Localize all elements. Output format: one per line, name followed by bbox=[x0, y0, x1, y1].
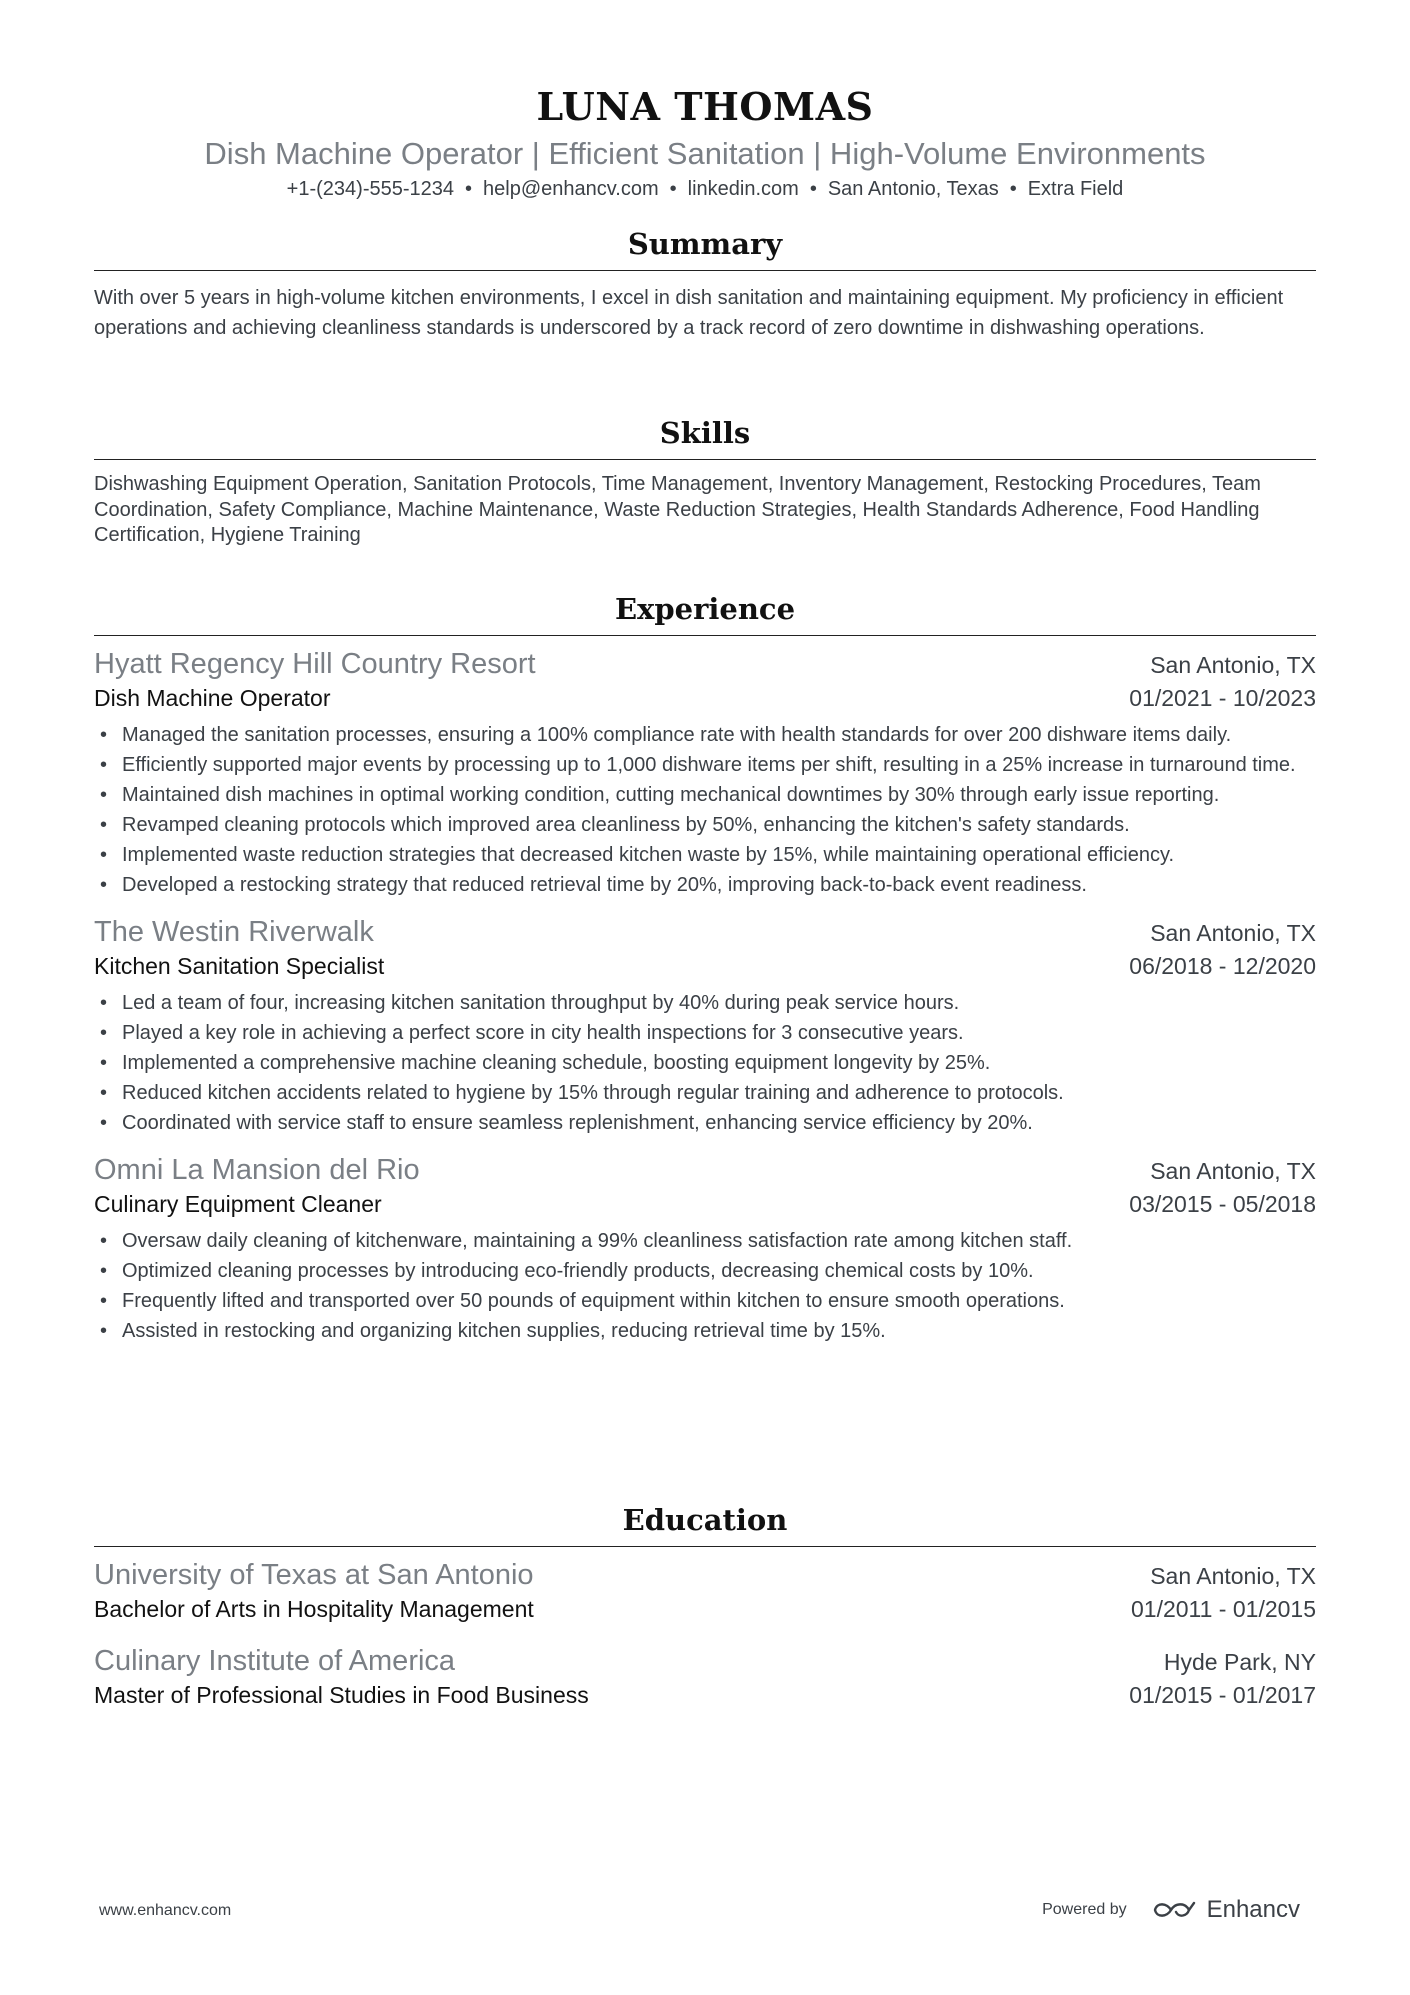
job-title: Kitchen Sanitation Specialist bbox=[94, 953, 385, 979]
section-divider bbox=[94, 635, 1316, 636]
separator-dot: • bbox=[809, 178, 817, 200]
school-dates: 01/2011 - 01/2015 bbox=[1130, 1596, 1316, 1622]
section-title: Summary bbox=[627, 227, 783, 261]
job-title: Culinary Equipment Cleaner bbox=[94, 1191, 382, 1217]
list-item: • Managed the sanitation processes, ensuring a 100% compliance rate with health standards for over 200 dishware items daily. bbox=[94, 720, 1316, 750]
education-entry bbox=[94, 1557, 1316, 1625]
list-item: • Assisted in restocking and organizing kitchen supplies, reducing retrieval time by 15%. bbox=[94, 1316, 1316, 1346]
job-location: San Antonio, TX bbox=[1150, 1158, 1316, 1184]
company-name: Omni La Mansion del Rio bbox=[94, 1154, 420, 1186]
list-item: • Efficiently supported major events by processing up to 1,000 dishware items per shift, resulting in a 25% increase in turnaround time. bbox=[94, 750, 1316, 780]
list-item: • Maintained dish machines in optimal working condition, cutting mechanical downtimes by 30% through early issue reporting. bbox=[94, 780, 1316, 810]
section-divider bbox=[94, 459, 1316, 460]
resume-header bbox=[94, 86, 1316, 202]
list-item: • Frequently lifted and transported over 50 pounds of equipment within kitchen to ensure smooth operations. bbox=[94, 1286, 1316, 1316]
location-text: San Antonio, Texas bbox=[827, 178, 999, 200]
extra-field-text: Extra Field bbox=[1027, 178, 1124, 200]
resume-page bbox=[94, 0, 1316, 1708]
separator-dot: • bbox=[669, 178, 677, 200]
experience-entry bbox=[94, 914, 1316, 1138]
school-dates: 01/2015 - 01/2017 bbox=[1129, 1682, 1316, 1708]
list-item: • Reduced kitchen accidents related to hygiene by 15% through regular training and adherence to protocols. bbox=[94, 1078, 1316, 1108]
job-title: Dish Machine Operator bbox=[94, 685, 331, 711]
skills-section bbox=[94, 415, 1316, 549]
school-location: San Antonio, TX bbox=[1150, 1563, 1316, 1589]
enhancv-brand-link[interactable] bbox=[1151, 1896, 1300, 1924]
list-item: • Led a team of four, increasing kitchen sanitation throughput by 40% during peak service hours. bbox=[94, 988, 1316, 1018]
degree-title: Bachelor of Arts in Hospitality Management bbox=[94, 1596, 534, 1622]
list-item: • Oversaw daily cleaning of kitchenware, maintaining a 99% cleanliness satisfaction rate among kitchen staff. bbox=[94, 1226, 1316, 1256]
experience-entry bbox=[94, 646, 1316, 900]
candidate-name: LUNA THOMAS bbox=[536, 84, 874, 129]
candidate-tagline: Dish Machine Operator | Efficient Sanitation | High-Volume Environments bbox=[204, 136, 1206, 171]
education-section bbox=[94, 1502, 1316, 1711]
phone-text: +1-(234)-555-1234 bbox=[286, 178, 455, 200]
email-text[interactable]: help@enhancv.com bbox=[483, 178, 659, 200]
job-bullets bbox=[94, 720, 1316, 900]
school-name: University of Texas at San Antonio bbox=[94, 1559, 534, 1591]
section-divider bbox=[94, 270, 1316, 271]
separator-dot: • bbox=[465, 178, 473, 200]
job-location: San Antonio, TX bbox=[1150, 652, 1316, 678]
list-item: • Coordinated with service staff to ensure seamless replenishment, enhancing service efficiency by 20%. bbox=[94, 1108, 1316, 1138]
list-item: • Implemented a comprehensive machine cleaning schedule, boosting equipment longevity by 25%. bbox=[94, 1048, 1316, 1078]
enhancv-logo-icon bbox=[1151, 1898, 1197, 1922]
list-item: • Revamped cleaning protocols which improved area cleanliness by 50%, enhancing the kitchen's safety standards. bbox=[94, 810, 1316, 840]
job-dates: 06/2018 - 12/2020 bbox=[1129, 953, 1316, 979]
degree-title: Master of Professional Studies in Food Business bbox=[94, 1682, 589, 1708]
job-dates: 01/2021 - 10/2023 bbox=[1129, 685, 1316, 711]
linkedin-text[interactable]: linkedin.com bbox=[687, 178, 799, 200]
experience-section bbox=[94, 591, 1316, 1346]
job-bullets bbox=[94, 988, 1316, 1138]
experience-entry bbox=[94, 1152, 1316, 1346]
summary-text: With over 5 years in high-volume kitchen environments, I excel in dish sanitation and maintaining equipment. My proficiency in efficient operations and achieving cleanliness standards is underscored by a track record of zero downtime in dishwashing operations. bbox=[94, 287, 1284, 339]
section-title: Education bbox=[622, 1503, 788, 1537]
job-location: San Antonio, TX bbox=[1150, 920, 1316, 946]
school-location: Hyde Park, NY bbox=[1163, 1649, 1316, 1675]
company-name: Hyatt Regency Hill Country Resort bbox=[94, 648, 536, 680]
education-entry bbox=[94, 1643, 1316, 1711]
brand-name: Enhancv bbox=[1206, 1896, 1300, 1923]
section-divider bbox=[94, 1546, 1316, 1547]
job-dates: 03/2015 - 05/2018 bbox=[1129, 1191, 1316, 1217]
section-title: Skills bbox=[659, 416, 751, 450]
job-bullets bbox=[94, 1226, 1316, 1346]
powered-by-text: Powered by bbox=[1042, 1901, 1127, 1918]
section-title: Experience bbox=[614, 592, 796, 626]
footer-website-link[interactable]: www.enhancv.com bbox=[99, 1902, 232, 1919]
company-name: The Westin Riverwalk bbox=[94, 916, 374, 948]
skills-text: Dishwashing Equipment Operation, Sanitation Protocols, Time Management, Inventory Management, Restocking Procedures, Team Coordination, Safety Compliance, Machine Maintenance, Waste Reduction Strategies, Health Standards Adherence, Food Handling Certification, Hygiene Training bbox=[94, 473, 1261, 546]
list-item: • Developed a restocking strategy that reduced retrieval time by 20%, improving back-to-back event readiness. bbox=[94, 870, 1316, 900]
contact-line bbox=[94, 176, 1316, 202]
separator-dot: • bbox=[1009, 178, 1017, 200]
footer-branding bbox=[1042, 1896, 1300, 1924]
school-name: Culinary Institute of America bbox=[94, 1645, 456, 1677]
list-item: • Played a key role in achieving a perfect score in city health inspections for 3 consecutive years. bbox=[94, 1018, 1316, 1048]
summary-section bbox=[94, 226, 1316, 343]
list-item: • Implemented waste reduction strategies that decreased kitchen waste by 15%, while maintaining operational efficiency. bbox=[94, 840, 1316, 870]
list-item: • Optimized cleaning processes by introducing eco-friendly products, decreasing chemical costs by 10%. bbox=[94, 1256, 1316, 1286]
